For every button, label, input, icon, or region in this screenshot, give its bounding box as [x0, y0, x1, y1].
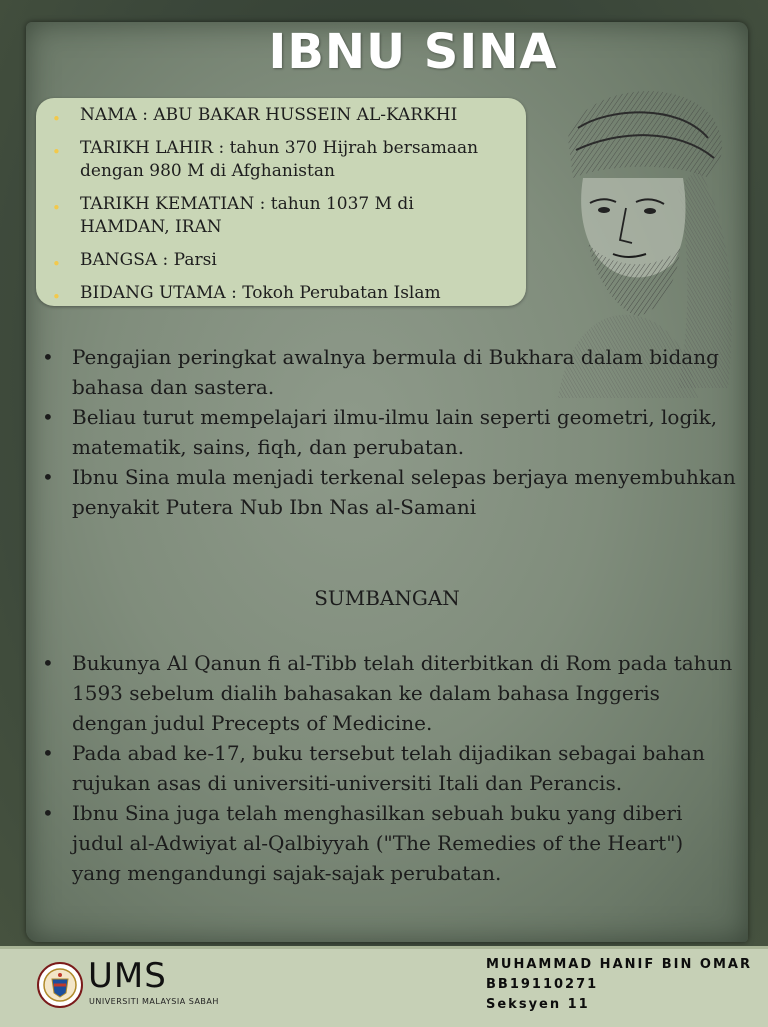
bio-point	[40, 402, 740, 462]
logo-wordmark: UMS	[88, 956, 167, 996]
info-text: NAMA : ABU BAKAR HUSSEIN AL-KARKHI	[80, 105, 458, 125]
bullet-icon: •	[42, 741, 54, 765]
bio-point	[40, 342, 732, 402]
bio-text: Beliau turut mempelajari ilmu-ilmu lain seperti geometri, logik, matematik, sains, fiqh, dan perubatan.	[72, 405, 718, 459]
bullet-icon: •	[52, 199, 61, 217]
bio-text: Ibnu Sina mula menjadi terkenal selepas berjaya menyembuhkan penyakit Putera Nub Ibn Nas al-Samani	[72, 465, 736, 519]
bullet-icon: •	[42, 405, 54, 429]
info-text: BIDANG UTAMA : Tokoh Perubatan Islam	[80, 283, 441, 303]
bullet-icon: •	[42, 801, 54, 825]
author-name: MUHAMMAD HANIF BIN OMAR	[486, 957, 752, 972]
logo-subtitle: UNIVERSITI MALAYSIA SABAH	[89, 997, 219, 1006]
info-text: BANGSA : Parsi	[80, 250, 217, 270]
contribution-list	[40, 648, 740, 888]
bio-text: Pengajian peringkat awalnya bermula di Bukhara dalam bidang bahasa dan sastera.	[72, 345, 719, 399]
info-item-name	[36, 104, 526, 127]
author-block	[486, 955, 752, 1015]
info-item-race	[36, 249, 526, 272]
bullet-icon: •	[52, 288, 61, 306]
info-box	[36, 98, 526, 306]
ums-emblem-icon	[36, 961, 84, 1009]
info-item-field	[36, 282, 526, 305]
contribution-point	[40, 738, 740, 798]
footer-bar	[0, 946, 768, 1027]
info-item-birth	[36, 137, 526, 183]
bullet-icon: •	[42, 651, 54, 675]
author-section: Seksyen 11	[486, 997, 590, 1012]
page-title: IBNU SINA	[268, 24, 558, 80]
bullet-icon: •	[42, 465, 54, 489]
author-id: BB19110271	[486, 977, 599, 992]
info-text: TARIKH KEMATIAN : tahun 1037 M di HAMDAN, IRAN	[80, 194, 414, 237]
contribution-text: Ibnu Sina juga telah menghasilkan sebuah buku yang diberi judul al-Adwiyat al-Qalbiyyah ("The Remedies of the Heart") yang mengandungi sajak-sajak perubatan.	[72, 801, 684, 885]
bullet-icon: •	[52, 255, 61, 273]
section-heading: SUMBANGAN	[314, 586, 460, 610]
info-item-death	[36, 193, 466, 239]
info-list	[36, 98, 526, 305]
bio-list	[40, 342, 740, 522]
contribution-text: Bukunya Al Qanun fi al-Tibb telah diterbitkan di Rom pada tahun 1593 sebelum dialih bahasakan ke dalam bahasa Inggeris dengan judul Precepts of Medicine.	[72, 651, 733, 735]
contribution-point	[40, 798, 722, 888]
info-text: TARIKH LAHIR : tahun 370 Hijrah bersamaan dengan 980 M di Afghanistan	[80, 138, 479, 181]
bullet-icon: •	[52, 143, 61, 161]
contribution-text: Pada abad ke-17, buku tersebut telah dijadikan sebagai bahan rujukan asas di universiti-universiti Itali dan Perancis.	[72, 741, 705, 795]
bullet-icon: •	[52, 110, 61, 128]
bio-point	[40, 462, 740, 522]
contribution-point	[40, 648, 740, 738]
bullet-icon: •	[42, 345, 54, 369]
